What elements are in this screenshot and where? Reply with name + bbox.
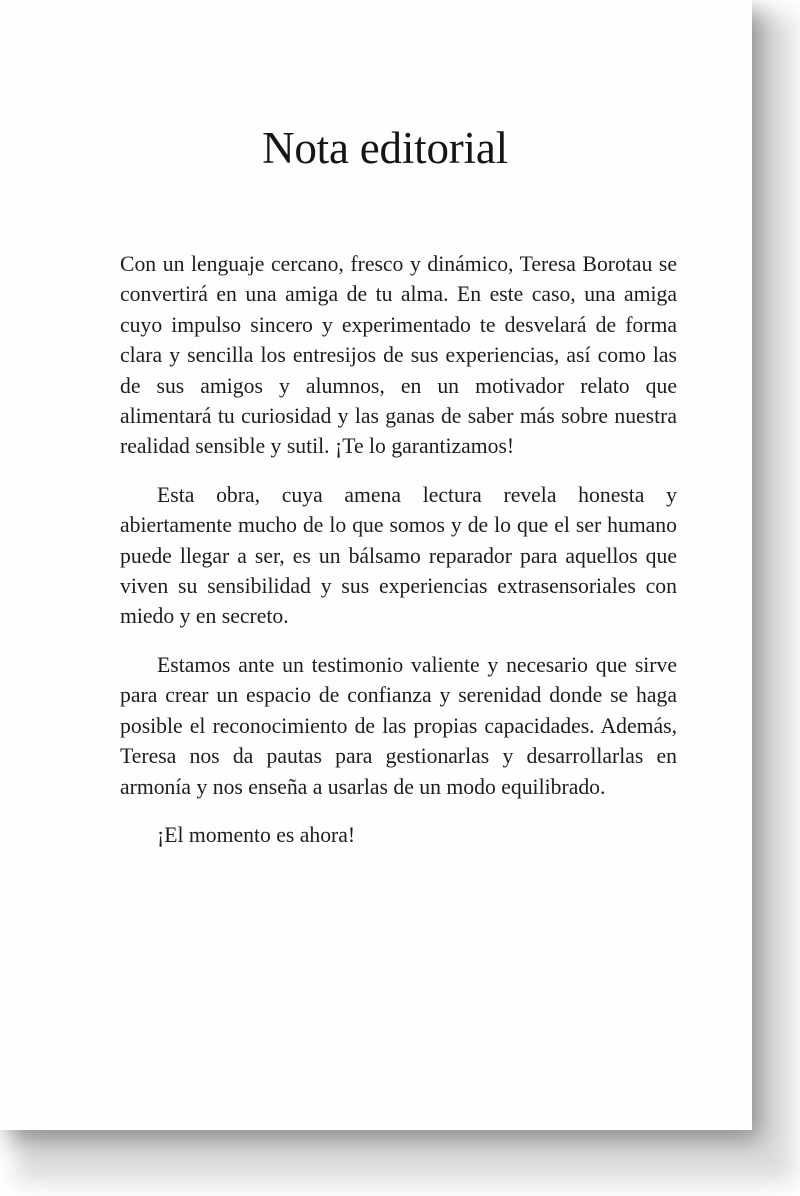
- page-title: Nota editorial: [262, 123, 508, 173]
- page-body: [120, 249, 677, 850]
- paragraph-2: Esta obra, cuya amena lectura revela honesta y abiertamente mucho de lo que somos y de lo que el ser humano puede llegar a ser, es un bálsamo reparador para aquellos que viven su sensibilidad y sus experiencias extrasensoriales con miedo y en secreto.: [120, 482, 677, 629]
- paragraph-3: Estamos ante un testimonio valiente y necesario que sirve para crear un espacio de confianza y serenidad donde se haga posible el reconocimiento de las propias capacidades. Además, Teresa nos da pautas para gestionarlas y desarrollarlas en armonía y nos enseña a usarlas de un modo equilibrado.: [120, 652, 677, 799]
- paragraph-4: ¡El momento es ahora!: [157, 822, 356, 847]
- paragraph-1: Con un lenguaje cercano, fresco y dinámico, Teresa Borotau se convertirá en una amiga de tu alma. En este caso, una amiga cuyo impulso sincero y experimentado te desvelará de forma clara y sencilla los entresijos de sus experiencias, así como las de sus amigos y alumnos, en un motivador relato que alimentará tu curiosidad y las ganas de saber más sobre nuestra realidad sensible y sutil. ¡Te lo garantizamos!: [120, 252, 677, 459]
